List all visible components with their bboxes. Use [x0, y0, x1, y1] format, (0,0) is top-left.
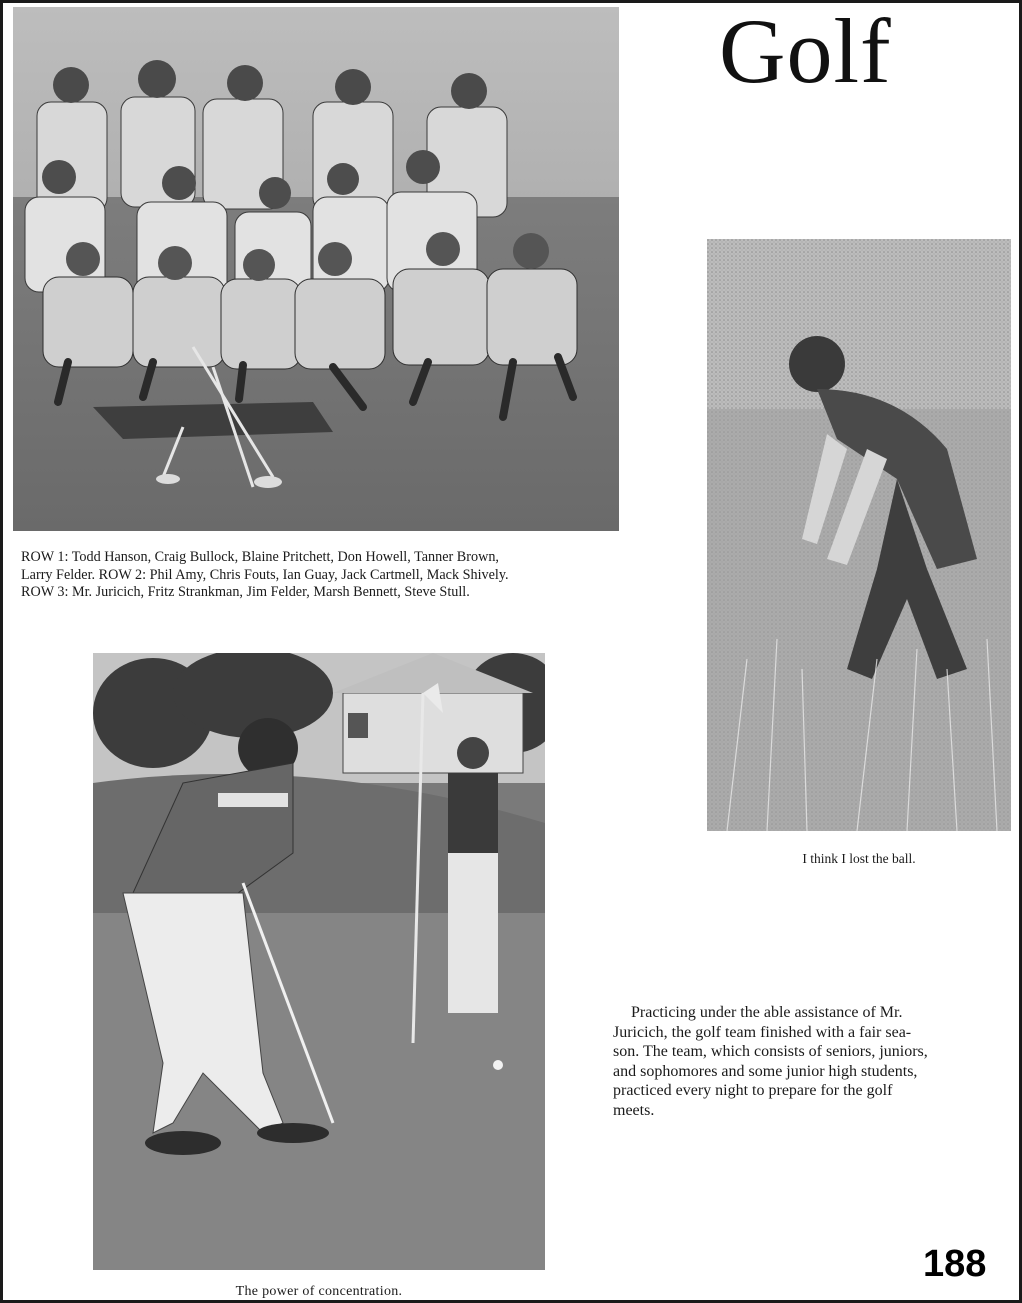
article-text — [613, 1003, 1009, 1120]
page-title: Golf — [719, 0, 892, 102]
caption-line: ROW 3: Mr. Juricich, Fritz Strankman, Jim Felder, Marsh Bennett, Steve Stull. — [21, 584, 470, 600]
article-line: Juricich, the golf team finished with a fair sea- — [613, 1023, 912, 1041]
team-photo-image — [13, 7, 619, 531]
article-line: Practicing under the able assistance of Mr. — [631, 1004, 903, 1021]
article-line: meets. — [613, 1101, 655, 1119]
rough-photo-caption: I think I lost the ball. — [802, 851, 916, 866]
article-line: practiced every night to prepare for the golf — [613, 1082, 893, 1099]
putting-photo-caption: The power of concentration. — [235, 1284, 403, 1299]
caption-line: ROW 1: Todd Hanson, Craig Bullock, Blaine Pritchett, Don Howell, Tanner Brown, — [21, 549, 499, 565]
caption-line: Larry Felder. ROW 2: Phil Amy, Chris Fouts, Ian Guay, Jack Cartmell, Mack Shively. — [21, 566, 509, 583]
putting-photo — [93, 653, 545, 1270]
rough-photo-image — [707, 239, 1011, 831]
article-line: son. The team, which consists of seniors, juniors, — [613, 1043, 928, 1060]
team-photo-caption — [21, 549, 631, 602]
putting-photo-image — [93, 653, 545, 1270]
article-line: and sophomores and some junior high students, — [613, 1062, 918, 1080]
page-number: 188 — [923, 1243, 987, 1285]
rough-photo — [707, 239, 1011, 831]
team-photo — [13, 7, 619, 531]
